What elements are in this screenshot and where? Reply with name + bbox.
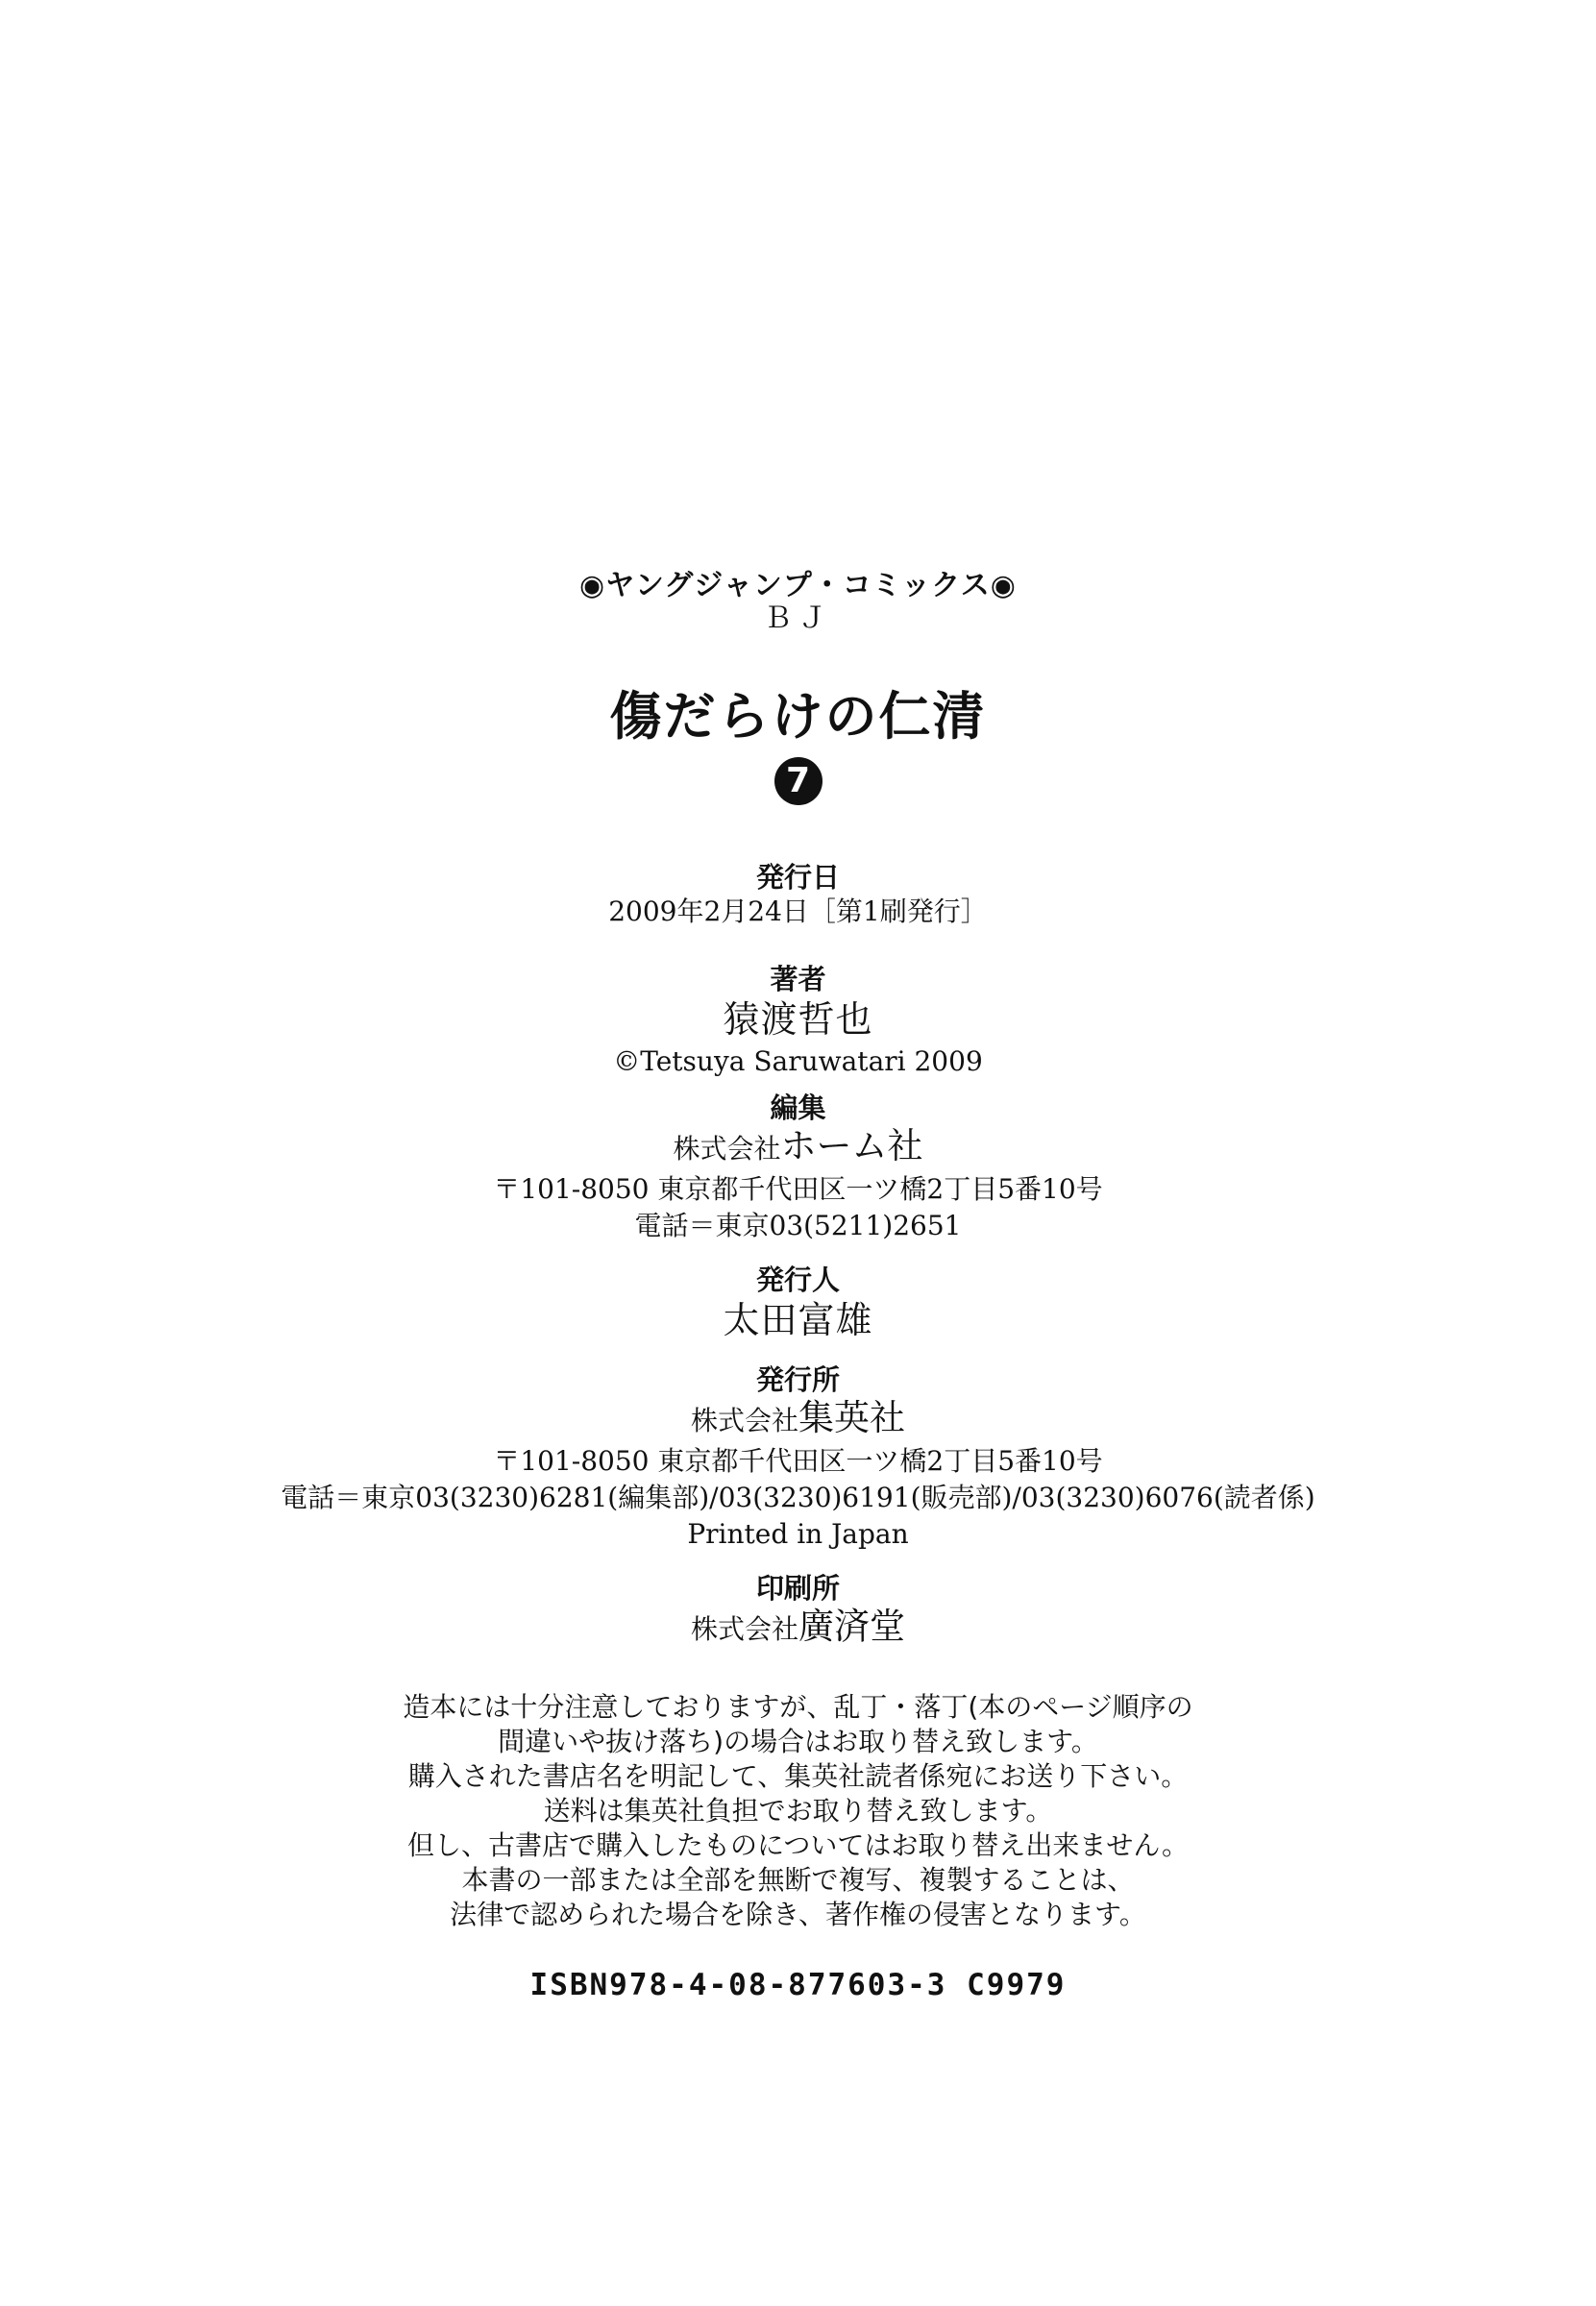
- notice-line: 間違いや抜け落ち)の場合はお取り替え致します。: [498, 1726, 1098, 1757]
- publisher-company-name: 集英社: [798, 1397, 905, 1438]
- notice-block: [0, 1690, 1596, 1932]
- imprint-label: ＢＪ: [763, 601, 833, 635]
- publication-date-value: 2009年2月24日［第1刷発行］: [608, 895, 988, 927]
- notice-line: 但し、古書店で購入したものについてはお取り替え出来ません。: [406, 1829, 1190, 1861]
- publisher-company-prefix: 株式会社: [690, 1405, 798, 1436]
- notice-line: 造本には十分注意しておりますが、乱丁・落丁(本のページ順序の: [403, 1691, 1193, 1723]
- editor-address: 〒101-8050 東京都千代田区一ツ橋2丁目5番10号: [493, 1173, 1103, 1205]
- editor-company-prefix: 株式会社: [673, 1133, 781, 1165]
- publication-date-heading: 発行日: [755, 861, 840, 894]
- volume-badge: 7: [774, 757, 823, 805]
- notice-line: 本書の一部または全部を無断で複写、複製することは、: [461, 1864, 1135, 1896]
- author-name: 猿渡哲也: [723, 998, 873, 1041]
- publisher-heading: 発行所: [755, 1363, 840, 1396]
- notice-line: 送料は集英社負担でお取り替え致します。: [543, 1795, 1053, 1827]
- printer-company: [0, 1605, 1596, 1652]
- editor-company: [0, 1124, 1596, 1171]
- printed-in-japan: Printed in Japan: [687, 1518, 909, 1550]
- notice-line: 購入された書店名を明記して、集英社読者係宛にお送り下さい。: [407, 1760, 1189, 1792]
- publisher-phone: 電話＝東京03(3230)6281(編集部)/03(3230)6191(販売部)/03(3230)6076(読者係): [281, 1482, 1315, 1513]
- publisher-person-heading: 発行人: [755, 1263, 840, 1296]
- editor-company-name: ホーム社: [780, 1125, 923, 1166]
- publisher-company: [0, 1396, 1596, 1443]
- author-copyright: ©Tetsuya Saruwatari 2009: [613, 1045, 983, 1077]
- printer-heading: 印刷所: [755, 1572, 840, 1605]
- colophon: [0, 569, 1596, 2003]
- editor-heading: 編集: [770, 1092, 826, 1124]
- author-heading: 著者: [770, 963, 826, 995]
- publisher-address: 〒101-8050 東京都千代田区一ツ橋2丁目5番10号: [493, 1445, 1103, 1477]
- series-label: ◉ヤングジャンプ・コミックス◉: [579, 569, 1017, 602]
- notice-line: 法律で認められた場合を除き、著作権の侵害となります。: [450, 1899, 1146, 1930]
- book-title: 傷だらけの仁清: [609, 686, 987, 747]
- printer-company-prefix: 株式会社: [690, 1613, 798, 1645]
- isbn-code: ISBN978-4-08-877603-3 C9979: [529, 1968, 1067, 2002]
- printer-company-name: 廣済堂: [798, 1606, 905, 1647]
- editor-phone: 電話＝東京03(5211)2651: [634, 1210, 962, 1241]
- publisher-person-name: 太田富雄: [723, 1299, 873, 1341]
